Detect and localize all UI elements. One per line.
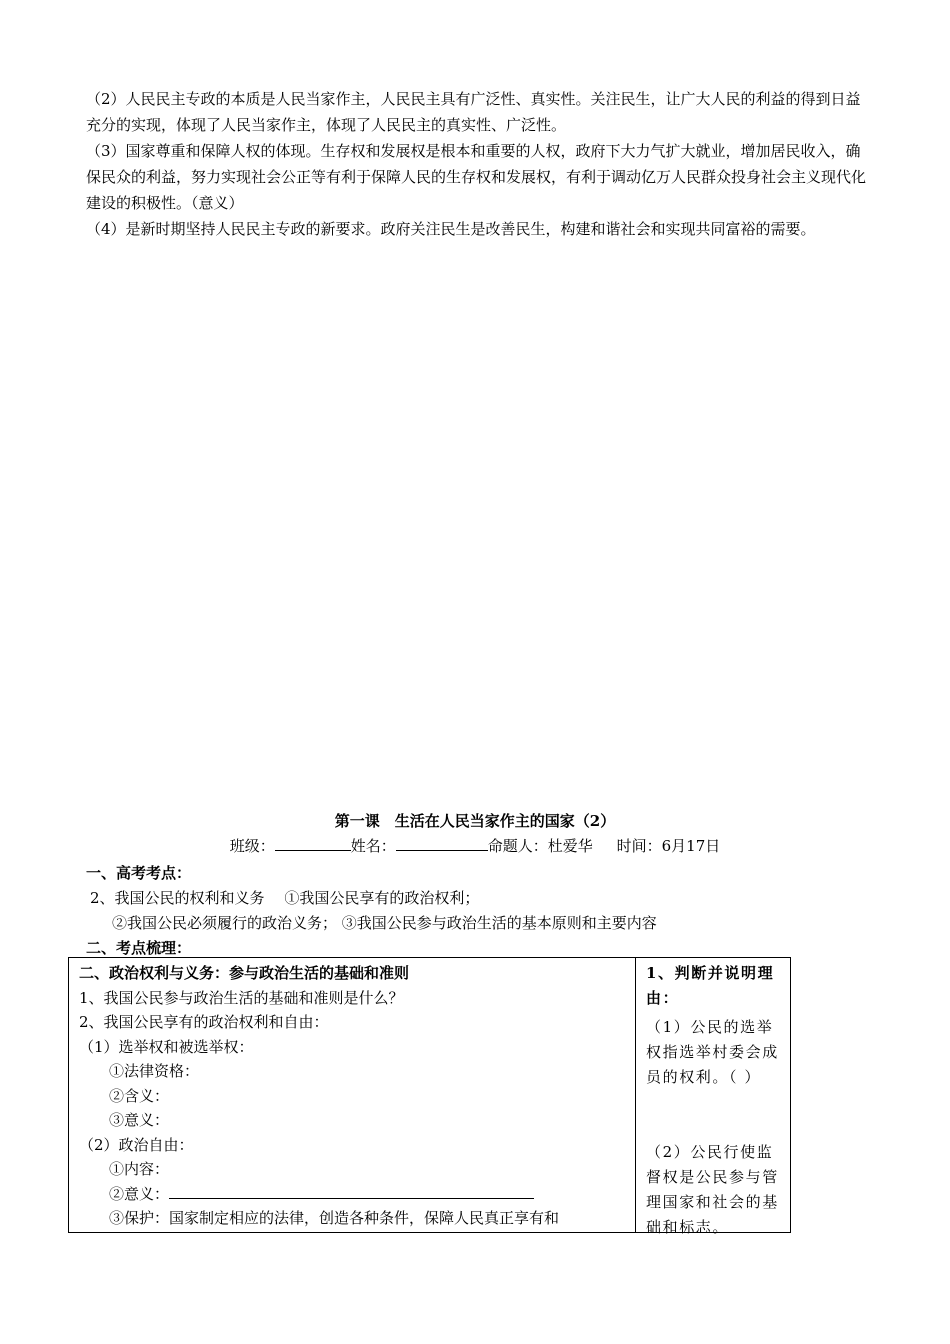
paragraph-4: （4）是新时期坚持人民民主专政的新要求。政府关注民生是改善民生，构建和谐社会和实现共同富裕的需要。 (86, 220, 816, 238)
left-heading: 二、政治权利与义务：参与政治生活的基础和准则 (79, 964, 410, 982)
info-line (0, 835, 950, 856)
section1-heading: 一、高考考点： (86, 864, 192, 882)
judge-item-2: （2）公民行使监督权是公民参与管理国家和社会的基础和标志。 (646, 1143, 779, 1236)
left-line-7: （2）政治自由： (79, 1136, 194, 1154)
judge-item-1: （1）公民的选举权指选举村委会成员的权利。（ ） (646, 1018, 779, 1086)
left-line-3: （1）选举权和被选举权： (79, 1038, 254, 1056)
left-cell (69, 958, 636, 1233)
section1-line1: 2、我国公民的权利和义务 ①我国公民享有的政治权利； (90, 889, 480, 907)
paragraph-2: （2）人民民主专政的本质是人民当家作主，人民民主具有广泛性、真实性。关注民生，让广大人民的利益的得到日益充分的实现，体现了人民当家作主，体现了人民民主的真实性、广泛性。 (86, 90, 861, 134)
left-line-5: ②含义： (109, 1087, 170, 1105)
left-line-8: ①内容： (109, 1160, 170, 1178)
name-label: 姓名： (350, 837, 396, 855)
name-blank[interactable] (396, 836, 488, 851)
paragraph-3: （3）国家尊重和保障人权的体现。生存权和发展权是根本和重要的人权，政府下大力气扩大就业，增加居民收入，确保民众的利益，努力实现社会公正等有利于保障人民的生存权和发展权，有利于调动亿万人民群众投身社会主义现代化建设的积极性。（意义） (86, 142, 867, 212)
left-line-4: ①法律资格： (109, 1062, 200, 1080)
left-line-2: 2、我国公民享有的政治权利和自由： (79, 1013, 329, 1031)
right-cell (636, 958, 791, 1236)
right-heading: 1、判断并说明理由： (646, 964, 775, 1007)
left-line-6: ③意义： (109, 1111, 170, 1129)
intro-text (86, 86, 866, 242)
lesson-title: 第一课 生活在人民当家作主的国家（2） (334, 812, 616, 830)
left-line-9 (109, 1182, 534, 1206)
meaning-label: ②意义： (109, 1185, 170, 1203)
class-label: 班级： (229, 837, 275, 855)
author: 命题人：杜爱华 (487, 837, 593, 855)
left-line-1: 1、我国公民参与政治生活的基础和准则是什么？ (79, 989, 404, 1007)
left-line-10: ③保护：国家制定相应的法律，创造各种条件，保障人民真正享有和 (109, 1209, 560, 1227)
meaning-blank[interactable] (169, 1184, 534, 1199)
section1-line2: ②我国公民必须履行的政治义务； ③我国公民参与政治生活的基本原则和主要内容 (112, 914, 657, 932)
class-blank[interactable] (275, 836, 351, 851)
review-table (68, 957, 791, 1236)
time: 时间：6月17日 (616, 837, 721, 855)
section2-heading: 二、考点梳理： (86, 939, 192, 957)
